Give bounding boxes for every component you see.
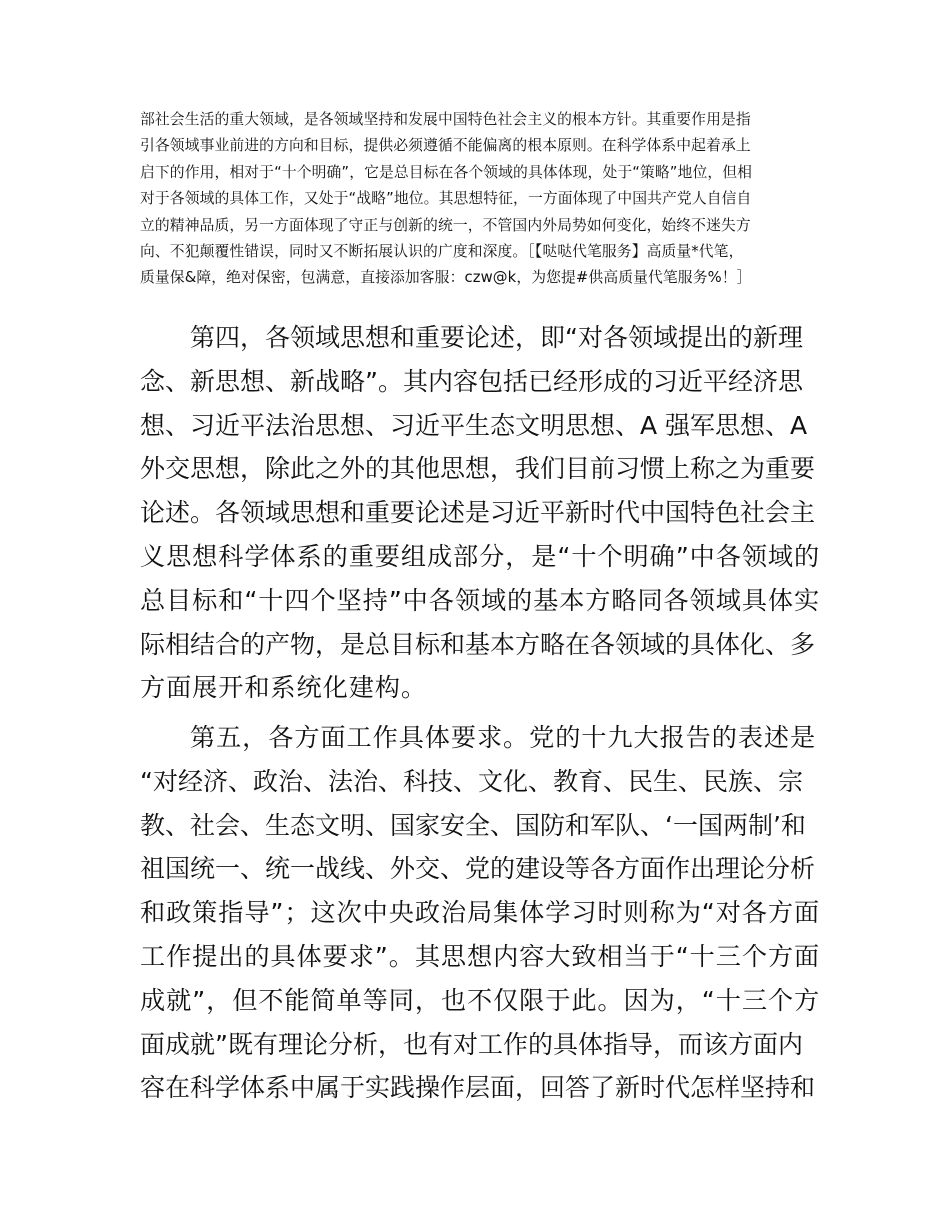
text-line: 想、习近平法治思想、习近平生态文明思想、A 强军思想、A	[140, 410, 808, 440]
paragraph-five	[140, 716, 820, 1110]
text-line: 工作提出的具体要求”。其思想内容大致相当于“十三个方面	[140, 941, 821, 971]
text-line: 义思想科学体系的重要组成部分，是“十个明确”中各领域的	[140, 541, 821, 571]
text-line: 启下的作用，相对于“十个明确”，它是总目标在各个领域的具体体现，处于“策略”地位，但相	[140, 163, 753, 181]
text-line: 总目标和“十四个坚持”中各领域的基本方略同各领域具体实	[140, 585, 821, 615]
text-line: 引各领域事业前进的方向和目标，提供必须遵循不能偏离的根本原则。在科学体系中起着承上	[140, 137, 751, 155]
text-line: 成就”，但不能简单等同，也不仅限于此。因为，“十三个方	[140, 985, 821, 1015]
paragraph-four	[140, 316, 820, 710]
text-line: 论述。各领域思想和重要论述是习近平新时代中国特色社会主	[140, 498, 816, 528]
text-line: 和政策指导”；这次中央政治局集体学习时则称为“对各方面	[140, 898, 821, 928]
text-line: 立的精神品质，另一方面体现了守正与创新的统一，不管国内外局势如何变化，始终不迷失方	[140, 216, 751, 234]
text-line: 第五，各方面工作具体要求。党的十九大报告的表述是	[190, 723, 817, 752]
text-line: 际相结合的产物，是总目标和基本方略在各领域的具体化、多	[140, 629, 816, 659]
text-line: 念、新思想、新战略”。其内容包括已经形成的习近平经济思	[140, 366, 803, 396]
text-line: 对于各领域的具体工作，又处于“战略”地位。其思想特征，一方面体现了中国共产党人自信自	[140, 190, 752, 208]
text-line: 方面展开和系统化建构。	[140, 673, 427, 703]
text-line: 祖国统一、统一战线、外交、党的建设等各方面作出理论分析	[140, 854, 816, 884]
top-paragraph	[140, 107, 820, 292]
text-line: 质量保&障，绝对保密，包满意，直接添加客服：czw@k，为您提#供高质量代笔服务%！］	[140, 269, 752, 287]
text-line: “对经济、政治、法治、科技、文化、教育、民生、民族、宗	[140, 766, 803, 796]
text-line: 部社会生活的重大领域，是各领域坚持和发展中国特色社会主义的根本方针。其重要作用是指	[140, 111, 751, 128]
text-line: 第四，各领域思想和重要论述，即“对各领域提出的新理	[190, 323, 803, 352]
text-line: 向、不犯颠覆性错误，同时又不断拓展认识的广度和深度。［【哒哒代笔服务】高质量*代笔，	[140, 242, 744, 260]
text-line: 教、社会、生态文明、国家安全、国防和军队、‘一国两制’和	[140, 810, 806, 840]
text-line: 容在科学体系中属于实践操作层面，回答了新时代怎样坚持和	[140, 1073, 816, 1103]
text-line: 面成就”既有理论分析，也有对工作的具体指导，而该方面内	[140, 1029, 803, 1059]
text-line: 外交思想，除此之外的其他思想，我们目前习惯上称之为重要	[140, 454, 816, 484]
